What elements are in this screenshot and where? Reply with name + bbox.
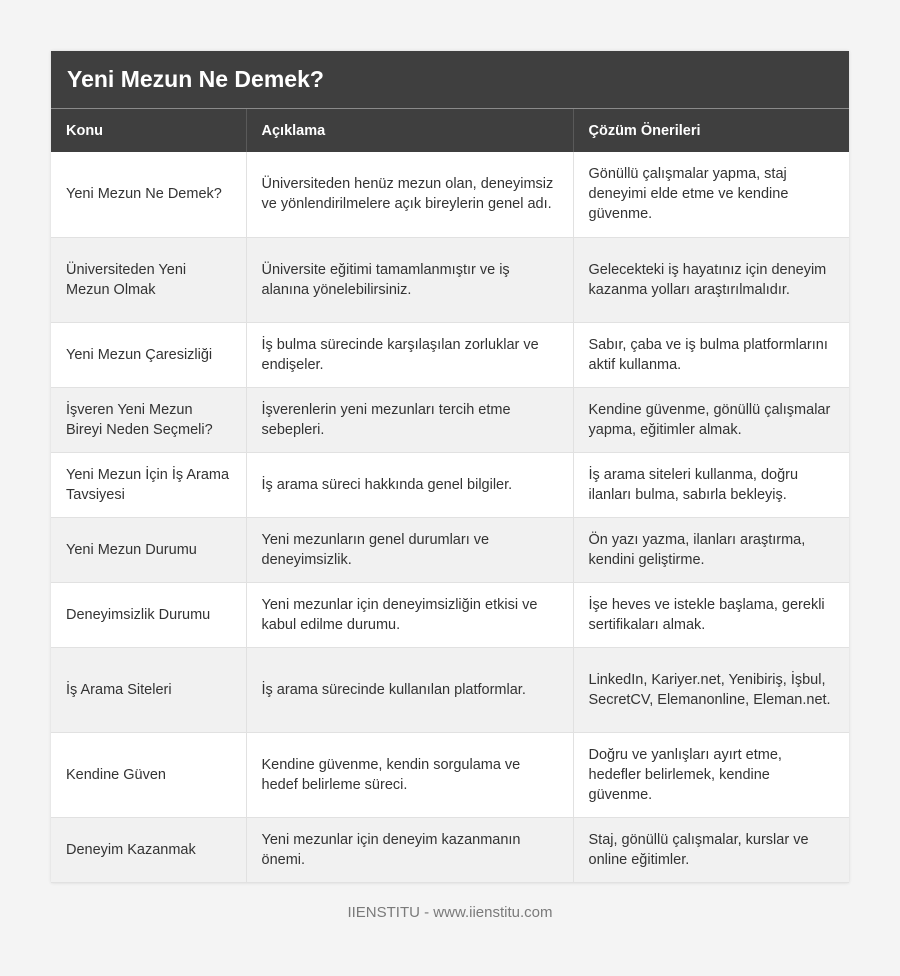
table-cell: Gelecekteki iş hayatınız için deneyim kazanma yolları araştırılmalıdır. bbox=[573, 237, 849, 322]
table-row bbox=[51, 452, 849, 517]
table-card bbox=[51, 51, 849, 883]
table-cell: Gönüllü çalışmalar yapma, staj deneyimi elde etme ve kendine güvenme. bbox=[573, 152, 849, 237]
footer-credit: IIENSTITU - www.iienstitu.com bbox=[347, 904, 553, 921]
column-header-aciklama: Açıklama bbox=[246, 109, 573, 152]
table-title: Yeni Mezun Ne Demek? bbox=[51, 51, 849, 109]
data-table bbox=[51, 109, 849, 883]
table-cell: Yeni mezunlar için deneyim kazanmanın önemi. bbox=[246, 817, 573, 882]
table-row bbox=[51, 732, 849, 817]
table-cell: İşe heves ve istekle başlama, gerekli sertifikaları almak. bbox=[573, 582, 849, 647]
column-header-konu: Konu bbox=[51, 109, 246, 152]
table-cell: Yeni Mezun Durumu bbox=[51, 517, 246, 582]
table-cell: Ön yazı yazma, ilanları araştırma, kendini geliştirme. bbox=[573, 517, 849, 582]
table-cell: Kendine güvenme, kendin sorgulama ve hedef belirleme süreci. bbox=[246, 732, 573, 817]
table-row bbox=[51, 152, 849, 237]
table-cell: Yeni Mezun Ne Demek? bbox=[51, 152, 246, 237]
table-cell: Üniversiteden henüz mezun olan, deneyimsiz ve yönlendirilmelere açık bireylerin genel adı. bbox=[246, 152, 573, 237]
table-cell: Kendine güvenme, gönüllü çalışmalar yapma, eğitimler almak. bbox=[573, 387, 849, 452]
table-row bbox=[51, 647, 849, 732]
table-cell: Doğru ve yanlışları ayırt etme, hedefler belirlemek, kendine güvenme. bbox=[573, 732, 849, 817]
header-row bbox=[51, 109, 849, 152]
table-row bbox=[51, 237, 849, 322]
table-cell: İş arama siteleri kullanma, doğru ilanları bulma, sabırla bekleyiş. bbox=[573, 452, 849, 517]
table-cell: Yeni mezunlar için deneyimsizliğin etkisi ve kabul edilme durumu. bbox=[246, 582, 573, 647]
table-cell: İşverenlerin yeni mezunları tercih etme sebepleri. bbox=[246, 387, 573, 452]
table-row bbox=[51, 387, 849, 452]
table-cell: Üniversiteden Yeni Mezun Olmak bbox=[51, 237, 246, 322]
table-cell: Üniversite eğitimi tamamlanmıştır ve iş alanına yönelebilirsiniz. bbox=[246, 237, 573, 322]
table-cell: LinkedIn, Kariyer.net, Yenibiriş, İşbul, SecretCV, Elemanonline, Eleman.net. bbox=[573, 647, 849, 732]
table-cell: Yeni Mezun Çaresizliği bbox=[51, 322, 246, 387]
table-cell: Staj, gönüllü çalışmalar, kurslar ve online eğitimler. bbox=[573, 817, 849, 882]
table-cell: Deneyimsizlik Durumu bbox=[51, 582, 246, 647]
table-cell: Sabır, çaba ve iş bulma platformlarını aktif kullanma. bbox=[573, 322, 849, 387]
table-cell: Deneyim Kazanmak bbox=[51, 817, 246, 882]
table-row bbox=[51, 817, 849, 882]
table-cell: İş Arama Siteleri bbox=[51, 647, 246, 732]
table-cell: Kendine Güven bbox=[51, 732, 246, 817]
table-cell: İş arama süreci hakkında genel bilgiler. bbox=[246, 452, 573, 517]
table-cell: İş bulma sürecinde karşılaşılan zorluklar ve endişeler. bbox=[246, 322, 573, 387]
table-row bbox=[51, 322, 849, 387]
table-cell: İşveren Yeni Mezun Bireyi Neden Seçmeli? bbox=[51, 387, 246, 452]
table-row bbox=[51, 582, 849, 647]
table-cell: Yeni mezunların genel durumları ve deneyimsizlik. bbox=[246, 517, 573, 582]
table-cell: Yeni Mezun İçin İş Arama Tavsiyesi bbox=[51, 452, 246, 517]
table-cell: İş arama sürecinde kullanılan platformlar. bbox=[246, 647, 573, 732]
column-header-cozum-onerileri: Çözüm Önerileri bbox=[573, 109, 849, 152]
table-row bbox=[51, 517, 849, 582]
